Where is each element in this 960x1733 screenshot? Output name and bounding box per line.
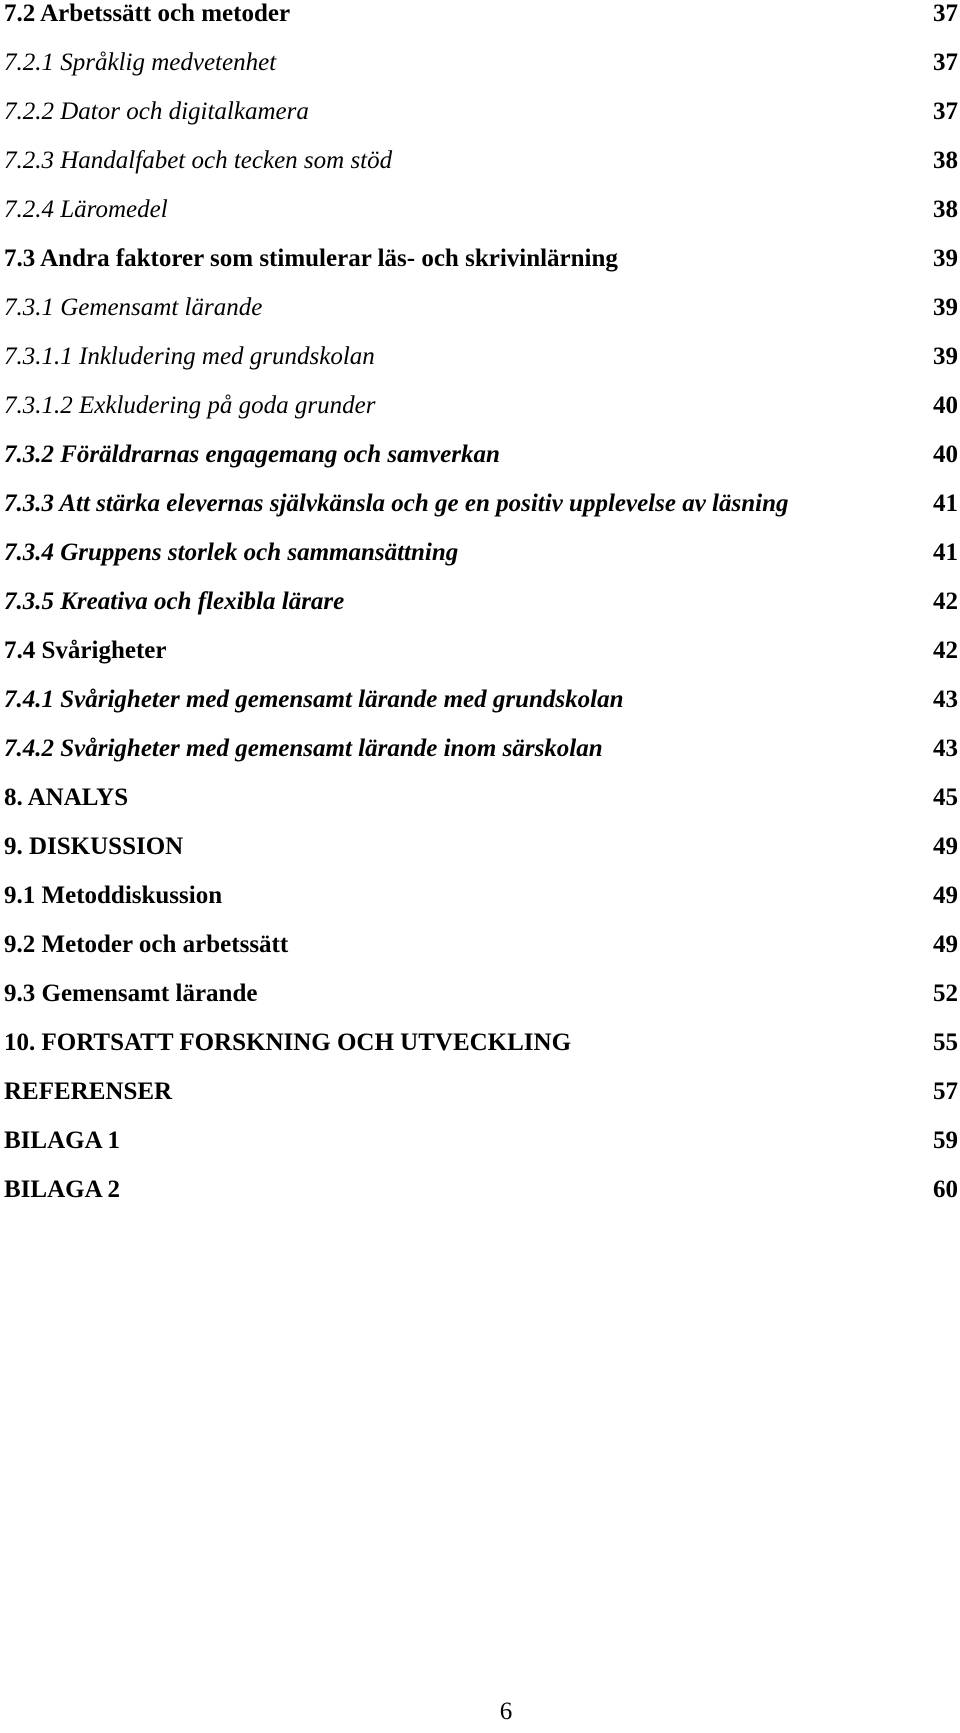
page-number: 6 bbox=[499, 1698, 513, 1725]
toc-entry-title: 7.2.2 Dator och digitalkamera bbox=[4, 98, 309, 125]
toc-entry-page: 42 bbox=[933, 588, 958, 615]
toc-entry-page: 49 bbox=[933, 931, 958, 958]
toc-entry[interactable] bbox=[4, 980, 958, 1020]
toc-entry-title: BILAGA 1 bbox=[4, 1127, 121, 1154]
toc-entry-page: 52 bbox=[933, 980, 958, 1007]
toc-entry-page: 37 bbox=[933, 49, 958, 76]
toc-entry-page: 40 bbox=[933, 392, 958, 419]
toc-entry-page: 37 bbox=[933, 98, 958, 125]
toc-entry[interactable] bbox=[4, 588, 958, 628]
toc-entry[interactable] bbox=[4, 686, 958, 726]
toc-entry-page: 41 bbox=[933, 539, 958, 566]
toc-entry[interactable] bbox=[4, 882, 958, 922]
toc-entry-page: 49 bbox=[933, 833, 958, 860]
toc-entry[interactable] bbox=[4, 294, 958, 334]
toc-entry[interactable] bbox=[4, 735, 958, 775]
toc-entry[interactable] bbox=[4, 1127, 958, 1167]
toc-entry-page: 39 bbox=[933, 245, 958, 272]
toc-entry-page: 42 bbox=[933, 637, 958, 664]
toc-entry-title: 7.4 Svårigheter bbox=[4, 637, 167, 664]
toc-entry-page: 39 bbox=[933, 294, 958, 321]
toc-entry-title: 7.4.1 Svårigheter med gemensamt lärande med grundskolan bbox=[4, 686, 624, 713]
toc-entry[interactable] bbox=[4, 1078, 958, 1118]
toc-entry-title: 8. ANALYS bbox=[4, 784, 129, 811]
toc-entry-title: 7.2.3 Handalfabet och tecken som stöd bbox=[4, 147, 393, 174]
toc-entry-title: 7.3.1.2 Exkludering på goda grunder bbox=[4, 392, 376, 419]
toc-entry[interactable] bbox=[4, 0, 958, 40]
toc-entry-page: 45 bbox=[933, 784, 958, 811]
toc-entry-page: 41 bbox=[933, 490, 958, 517]
toc-entry[interactable] bbox=[4, 147, 958, 187]
toc-entry-page: 38 bbox=[933, 196, 958, 223]
toc-entry[interactable] bbox=[4, 490, 958, 530]
toc-entry[interactable] bbox=[4, 196, 958, 236]
toc-entry[interactable] bbox=[4, 441, 958, 481]
toc-entry-page: 59 bbox=[933, 1127, 958, 1154]
toc-entry-page: 40 bbox=[933, 441, 958, 468]
toc-entry[interactable] bbox=[4, 245, 958, 285]
toc-entry-title: 7.3.1.1 Inkludering med grundskolan bbox=[4, 343, 375, 370]
toc-entry[interactable] bbox=[4, 1029, 958, 1069]
toc-entry[interactable] bbox=[4, 637, 958, 677]
toc-entry-page: 43 bbox=[933, 735, 958, 762]
toc-entry-page: 37 bbox=[933, 0, 958, 27]
toc-entry-title: REFERENSER bbox=[4, 1078, 173, 1105]
toc-entry-title: 7.2.4 Läromedel bbox=[4, 196, 168, 223]
toc-entry[interactable] bbox=[4, 1176, 958, 1216]
toc-entry-title: 7.3.2 Föräldrarnas engagemang och samverkan bbox=[4, 441, 500, 468]
toc-entry[interactable] bbox=[4, 343, 958, 383]
toc-entry-title: 7.3.1 Gemensamt lärande bbox=[4, 294, 263, 321]
toc-entry[interactable] bbox=[4, 931, 958, 971]
toc-entry-title: 10. FORTSATT FORSKNING OCH UTVECKLING bbox=[4, 1029, 572, 1056]
toc-entry-title: 7.2.1 Språklig medvetenhet bbox=[4, 49, 277, 76]
toc-entry-page: 43 bbox=[933, 686, 958, 713]
toc-entry-title: 9.2 Metoder och arbetssätt bbox=[4, 931, 289, 958]
toc-entry-page: 39 bbox=[933, 343, 958, 370]
toc-entry-title: 7.3.5 Kreativa och flexibla lärare bbox=[4, 588, 345, 615]
toc-entry-title: BILAGA 2 bbox=[4, 1176, 121, 1203]
toc-entry-page: 49 bbox=[933, 882, 958, 909]
toc-entry[interactable] bbox=[4, 98, 958, 138]
toc-entry-title: 7.2 Arbetssätt och metoder bbox=[4, 0, 291, 27]
toc-entry-page: 55 bbox=[933, 1029, 958, 1056]
toc-entry[interactable] bbox=[4, 784, 958, 824]
toc-entry[interactable] bbox=[4, 392, 958, 432]
toc-entry-title: 9.1 Metoddiskussion bbox=[4, 882, 223, 909]
toc-entry[interactable] bbox=[4, 539, 958, 579]
toc-entry-page: 57 bbox=[933, 1078, 958, 1105]
toc-entry-title: 9.3 Gemensamt lärande bbox=[4, 980, 258, 1007]
toc-entry-page: 60 bbox=[933, 1176, 958, 1203]
toc-entry-title: 7.4.2 Svårigheter med gemensamt lärande inom särskolan bbox=[4, 735, 603, 762]
toc-entry-title: 7.3.4 Gruppens storlek och sammansättning bbox=[4, 539, 459, 566]
toc-entry-title: 7.3.3 Att stärka elevernas självkänsla och ge en positiv upplevelse av läsning bbox=[4, 490, 789, 517]
toc-entry-title: 9. DISKUSSION bbox=[4, 833, 184, 860]
toc-entry[interactable] bbox=[4, 833, 958, 873]
toc-entry-page: 38 bbox=[933, 147, 958, 174]
toc-entry-title: 7.3 Andra faktorer som stimulerar läs- och skrivinlärning bbox=[4, 245, 618, 272]
toc-entry[interactable] bbox=[4, 49, 958, 89]
